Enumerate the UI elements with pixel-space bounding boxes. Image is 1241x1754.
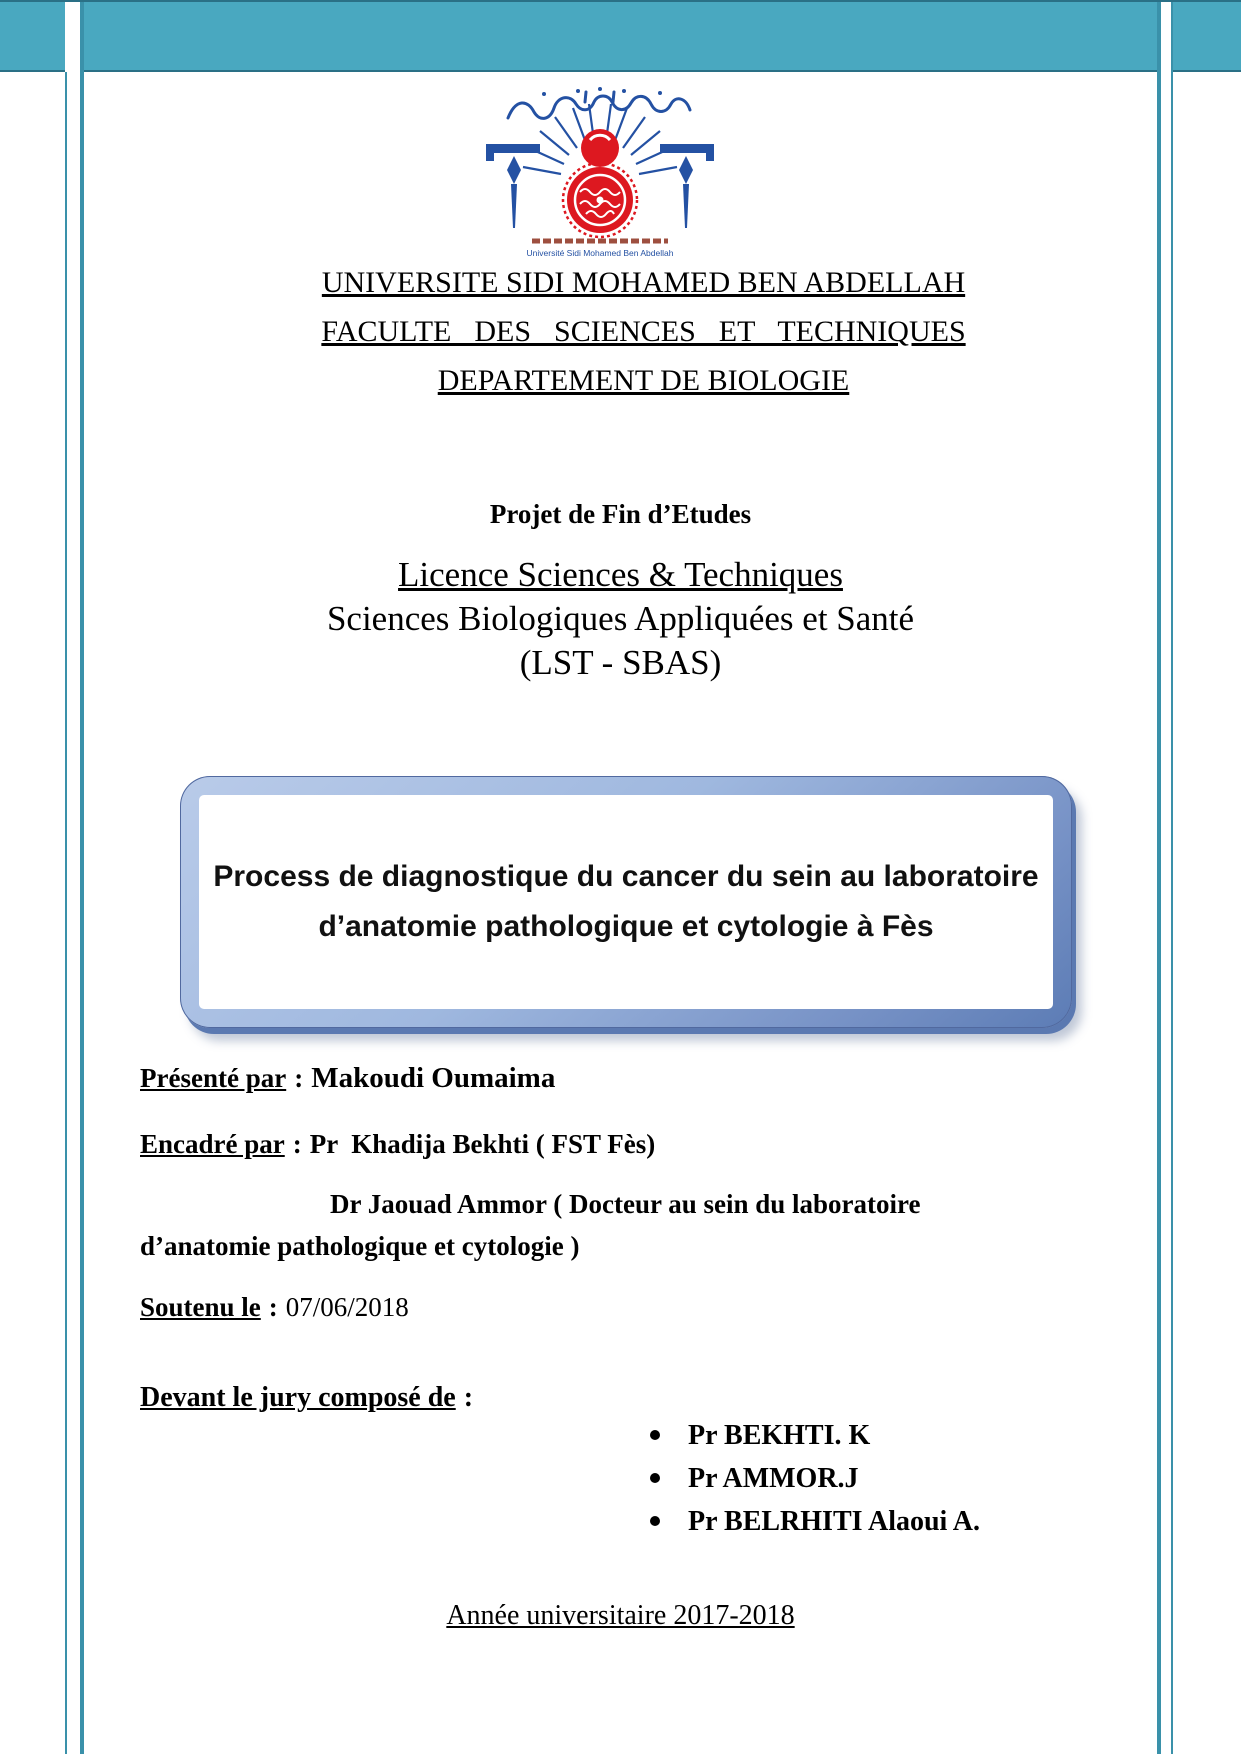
colon-separator: : <box>294 1063 304 1093</box>
supervisor2-line2 <box>140 1226 579 1266</box>
thesis-title-line1: Process de diagnostique du cancer du sein au laboratoire <box>213 860 1039 893</box>
right-pen-icon <box>679 156 693 228</box>
colon-separator: : <box>292 1129 302 1159</box>
jury-heading-row <box>140 1378 481 1418</box>
thesis-title-box <box>180 776 1072 1028</box>
presented-by-label: Présenté par <box>140 1063 287 1093</box>
jury-member: Pr BEKHTI. K <box>644 1414 980 1457</box>
right-thin-rule <box>1171 2 1173 1754</box>
defense-date-row <box>140 1287 409 1327</box>
jury-member: Pr BELRHITI Alaoui A. <box>644 1500 980 1543</box>
supervisor2-line1 <box>330 1184 921 1224</box>
academic-year: Année universitaire 2017-2018 <box>446 1600 795 1631</box>
supervisor1-name: Pr Khadija Bekhti ( FST Fès) <box>309 1129 656 1159</box>
department-name: DEPARTEMENT DE BIOLOGIE <box>437 364 850 397</box>
colon-separator: : <box>268 1292 278 1322</box>
top-accent-bar <box>84 2 1157 72</box>
institution-header <box>84 258 1157 405</box>
defense-date-label: Soutenu le <box>140 1292 261 1322</box>
calligraphy-icon <box>508 92 690 118</box>
supervised-by-row <box>140 1124 655 1164</box>
degree-block <box>84 553 1157 685</box>
right-thick-rule <box>1157 2 1161 1754</box>
supervised-by-label: Encadré par <box>140 1129 285 1159</box>
top-right-accent-block <box>1173 2 1241 72</box>
project-type-heading: Projet de Fin d’Etudes <box>489 499 752 529</box>
logo-caption: Université Sidi Mohamed Ben Abdellah <box>526 248 674 258</box>
faculty-name: FACULTE DES SCIENCES ET TECHNIQUES <box>321 315 966 348</box>
left-pen-icon <box>507 156 521 228</box>
jury-list <box>644 1414 980 1543</box>
left-thin-rule <box>65 72 67 1754</box>
jury-heading-label: Devant le jury composé de <box>140 1382 456 1413</box>
crest-graphic <box>478 86 722 262</box>
presented-by-row <box>140 1058 555 1098</box>
supervisor2-name: Dr Jaouad Ammor ( Docteur au sein du laboratoire <box>330 1189 921 1219</box>
thesis-title-line2: d’anatomie pathologique et cytologie à Fès <box>318 910 934 943</box>
top-left-accent-block <box>0 2 65 72</box>
university-crest-logo <box>478 86 722 262</box>
thesis-title-inner <box>199 795 1053 1009</box>
university-name: UNIVERSITE SIDI MOHAMED BEN ABDELLAH <box>321 266 966 299</box>
supervisor2-affiliation: d’anatomie pathologique et cytologie ) <box>140 1231 580 1261</box>
defense-date-value: 07/06/2018 <box>285 1292 409 1322</box>
jury-member: Pr AMMOR.J <box>644 1457 980 1500</box>
degree-specialty: Sciences Biologiques Appliquées et Santé <box>326 599 915 638</box>
colon-separator: : <box>463 1382 474 1413</box>
student-name: Makoudi Oumaima <box>311 1062 556 1094</box>
degree-abbreviation: (LST - SBAS) <box>519 643 722 682</box>
degree-name: Licence Sciences & Techniques <box>398 555 843 594</box>
